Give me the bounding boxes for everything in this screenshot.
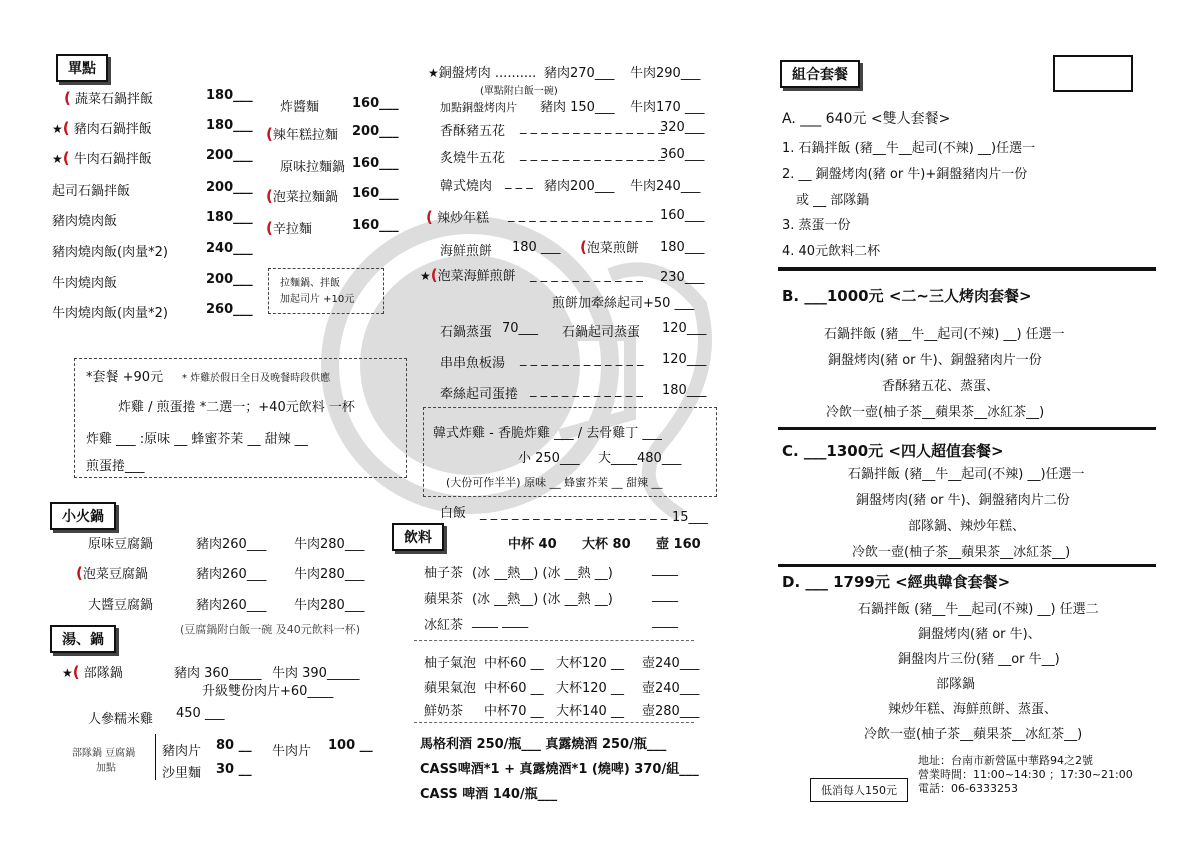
rice-item-price: 180___ bbox=[206, 210, 253, 225]
sparkling-l: 大杯120 __ bbox=[556, 681, 624, 696]
rice-item-row: ★( 牛肉石鍋拌飯 bbox=[52, 149, 152, 167]
tea-pot: ____ bbox=[652, 588, 678, 603]
section-combo: 組合套餐 bbox=[780, 60, 860, 88]
kimchi-seafood-dash: _ _ _ _ _ _ _ _ _ _ _ bbox=[530, 268, 643, 283]
item-beef-belly-price: 360___ bbox=[660, 147, 705, 162]
rice-item-row bbox=[52, 302, 168, 321]
divider-b bbox=[778, 427, 1156, 430]
hotpot-row: (泡菜豆腐鍋 bbox=[76, 564, 148, 582]
combo-d-l4: 部隊鍋 bbox=[936, 677, 976, 692]
extra-pork: 豬肉 150___ bbox=[540, 100, 615, 115]
sparkling-name: 蘋果氣泡 bbox=[424, 681, 477, 696]
omelet: 牽絲起司蛋捲 bbox=[440, 387, 519, 402]
combo-a-l5: 4. 40元飲料二杯 bbox=[782, 244, 881, 259]
min-charge: 低消每人150元 bbox=[810, 778, 908, 802]
combo-d-l6: 冷飲一壺(柚子茶__蘋果茶__冰紅茶__) bbox=[864, 727, 1083, 742]
tea-name: 冰紅茶 bbox=[424, 618, 464, 633]
combo-b-head: B. ___1000元 <二~三人烤肉套餐> bbox=[782, 287, 1032, 305]
hotpot-beef: 牛肉280___ bbox=[294, 567, 365, 582]
hotpot-name: 泡菜豆腐鍋 bbox=[82, 567, 148, 582]
item-korean-bbq-beef: 牛肉240___ bbox=[630, 179, 701, 194]
rice-dash: _ _ _ _ _ _ _ _ _ _ _ _ _ _ _ _ _ _ bbox=[480, 506, 668, 521]
fishcake: 串串魚板湯 bbox=[440, 356, 506, 371]
combo-c-l1: 石鍋拌飯 (豬__牛__起司(不辣) __)任選一 bbox=[848, 467, 1085, 482]
rice-item-name: 起司石鍋拌飯 bbox=[52, 184, 131, 199]
combo-c-l4: 冷飲一壺(柚子茶__蘋果茶__冰紅茶__) bbox=[852, 545, 1071, 560]
combo-d-l2: 銅盤烤肉(豬 or 牛)、 bbox=[918, 627, 1041, 642]
egg-price: 70___ bbox=[502, 321, 539, 336]
sparkling-l: 大杯140 __ bbox=[556, 704, 624, 719]
rice-item-name: 豬肉燒肉飯 bbox=[52, 214, 118, 229]
tea-pot: ____ bbox=[652, 614, 678, 629]
rice-item-name: 豬肉石鍋拌飯 bbox=[73, 122, 152, 137]
kimchi-seafood-row: ★(泡菜海鮮煎餅 bbox=[420, 266, 516, 284]
item-beef-belly: 炙燒牛五花 bbox=[440, 151, 506, 166]
section-drinks: 飲料 bbox=[392, 523, 444, 551]
egg: 石鍋蒸蛋 bbox=[440, 325, 493, 340]
addon-ap: 80 __ bbox=[216, 738, 252, 753]
combo-a-head: A. ___ 640元 <雙人套餐> bbox=[782, 111, 951, 127]
rice-item-name: 豬肉燒肉飯(肉量*2) bbox=[52, 245, 168, 260]
rice-item-price: 200___ bbox=[206, 180, 253, 195]
seafood-pancake: 海鮮煎餅 bbox=[440, 244, 493, 259]
cheese-egg-price: 120___ bbox=[662, 321, 707, 336]
combo-b-l3: 香酥豬五花、蒸蛋、 bbox=[882, 379, 1000, 394]
section-single: 單點 bbox=[56, 54, 108, 82]
combo-d-head: D. ___ 1799元 <經典韓食套餐> bbox=[782, 573, 1011, 591]
addon-cp: 30 __ bbox=[216, 762, 252, 777]
ginseng-price: 450 ___ bbox=[176, 706, 225, 721]
ginseng-name: 人參糯米雞 bbox=[88, 712, 154, 727]
item-beef-belly-dash: _ _ _ _ _ _ _ _ _ _ _ _ _ _ bbox=[520, 147, 665, 162]
sparkling-pot: 壺240___ bbox=[642, 656, 700, 671]
extra-beef: 牛肉170 ___ bbox=[630, 100, 705, 115]
extra-name: 加點銅盤烤肉片 bbox=[440, 101, 517, 114]
item-korean-bbq: 韓式燒肉 bbox=[440, 179, 493, 194]
noodle-item-price: 160___ bbox=[352, 186, 399, 201]
sparkling-name: 柚子氣泡 bbox=[424, 656, 477, 671]
hotpot-pork: 豬肉260___ bbox=[196, 598, 267, 613]
addon-divider bbox=[155, 734, 156, 780]
bbq-pork: 豬肉270___ bbox=[544, 66, 615, 81]
set-line1: 炸雞 / 煎蛋捲 *二選一；+40元飲料 一杯 bbox=[118, 400, 355, 415]
set-line2: 炸雞 ___ :原味 __ 蜂蜜芥茉 __ 甜辣 __ bbox=[86, 432, 308, 447]
bbq-row: ★銅盤烤肉 .......... bbox=[428, 66, 537, 81]
cheese-note-2: 加起司片 +10元 bbox=[280, 294, 355, 305]
chicken-small: 小 250___ bbox=[518, 451, 580, 466]
combo-a-l3: 或 __ 部隊鍋 bbox=[796, 193, 870, 208]
item-rice-cake-dash: _ _ _ _ _ _ _ _ _ _ _ _ _ _ bbox=[508, 208, 653, 223]
sparkling-name: 鮮奶茶 bbox=[424, 704, 464, 719]
army-row: ★( 部隊鍋 bbox=[62, 663, 123, 681]
omelet-price: 180___ bbox=[662, 383, 707, 398]
tea-choice: (冰 __熱__) (冰 __熱 __) bbox=[472, 566, 613, 581]
rice-item-name: 牛肉燒肉飯 bbox=[52, 276, 118, 291]
combo-b-l1: 石鍋拌飯 (豬__牛__起司(不辣) __) 任選一 bbox=[824, 327, 1065, 342]
combo-d-l5: 辣炒年糕、海鮮煎餅、蒸蛋、 bbox=[888, 702, 1058, 717]
army-beef: 牛肉 390_____ bbox=[272, 666, 360, 681]
chicken-big: 大____480___ bbox=[598, 451, 682, 466]
hotpot-row bbox=[88, 533, 153, 552]
drink-size-l: 大杯 80 bbox=[582, 537, 631, 552]
sparkling-m: 中杯60 __ bbox=[484, 656, 544, 671]
hotpot-row bbox=[88, 594, 153, 613]
divider-a bbox=[778, 267, 1156, 271]
hotpot-note: (豆腐鍋附白飯一碗 及40元飲料一杯) bbox=[180, 623, 361, 636]
kimchi-seafood-price: 230___ bbox=[660, 270, 705, 285]
rice-item-name: 牛肉燒肉飯(肉量*2) bbox=[52, 306, 168, 321]
combo-d-l1: 石鍋拌飯 (豬__牛__起司(不辣) __) 任選二 bbox=[858, 602, 1099, 617]
address: 地址：台南市新營區中華路94之2號 bbox=[918, 754, 1093, 767]
tea-choice: (冰 __熱__) (冰 __熱 __) bbox=[472, 592, 613, 607]
rice: 白飯 bbox=[440, 506, 467, 521]
noodle-item-price: 160___ bbox=[352, 156, 399, 171]
tea-name: 柚子茶 bbox=[424, 566, 464, 581]
combo-a-l4: 3. 蒸蛋一份 bbox=[782, 218, 851, 233]
item-korean-bbq-pork: 豬肉200___ bbox=[544, 179, 615, 194]
addon-label-2: 加點 bbox=[96, 763, 116, 774]
combo-a-l1: 1. 石鍋拌飯 (豬__牛__起司(不辣) __)任選一 bbox=[782, 141, 1036, 156]
bbq-beef: 牛肉290___ bbox=[630, 66, 701, 81]
hotpot-beef: 牛肉280___ bbox=[294, 537, 365, 552]
cheese-note-1: 拉麵鍋、拌飯 bbox=[280, 278, 340, 289]
hotpot-beef: 牛肉280___ bbox=[294, 598, 365, 613]
set-line3: 煎蛋捲___ bbox=[86, 459, 145, 474]
item-rice-cake-price: 160___ bbox=[660, 208, 705, 223]
rice-item-row bbox=[52, 180, 130, 199]
sparkling-pot: 壺240___ bbox=[642, 681, 700, 696]
set-note: * 炸雞於假日全日及晚餐時段供應 bbox=[182, 373, 331, 384]
noodle-item-price: 160___ bbox=[352, 218, 399, 233]
noodle-item-price: 200___ bbox=[352, 124, 399, 139]
set-title: *套餐 +90元 bbox=[86, 370, 164, 385]
addon-a: 豬肉片 bbox=[162, 744, 202, 759]
rice-item-price: 180___ bbox=[206, 88, 253, 103]
rice-item-name: 蔬菜石鍋拌飯 bbox=[75, 92, 154, 107]
tea-choice: ____ ____ bbox=[472, 614, 529, 629]
drinks-divider-2 bbox=[414, 722, 694, 723]
noodle-item-name: 辛拉麵 bbox=[272, 222, 312, 237]
fishcake-price: 120___ bbox=[662, 352, 707, 367]
cheese-egg: 石鍋起司蒸蛋 bbox=[562, 325, 641, 340]
bbq-dots: .......... bbox=[494, 66, 537, 81]
rice-price: 15___ bbox=[672, 510, 709, 525]
phone: 電話：06-6333253 bbox=[918, 782, 1018, 795]
combo-c-head: C. ___1300元 <四人超值套餐> bbox=[782, 442, 1004, 460]
rice-item-row: ( 蔬菜石鍋拌飯 bbox=[64, 89, 154, 107]
drink-size-m: 中杯 40 bbox=[508, 537, 557, 552]
rice-item-price: 260___ bbox=[206, 302, 253, 317]
table-number-box bbox=[1053, 55, 1133, 92]
chicken-line1: 韓式炸雞 - 香脆炸雞 ___ / 去骨雞丁 ___ bbox=[433, 426, 662, 441]
item-pork-belly-price: 320___ bbox=[660, 120, 705, 135]
drinks-divider-1 bbox=[414, 640, 694, 641]
hotpot-name: 原味豆腐鍋 bbox=[88, 537, 154, 552]
kimchi-seafood: 泡菜海鮮煎餅 bbox=[437, 269, 516, 284]
noodle-item-row: (辣年糕拉麵 bbox=[266, 125, 338, 143]
kimchi-pancake: 泡菜煎餅 bbox=[586, 241, 639, 256]
item-rice-cake: 辣炒年糕 bbox=[437, 211, 490, 226]
drink-size-pot: 壺 160 bbox=[656, 537, 701, 552]
kimchi-pancake-row: (泡菜煎餅 bbox=[580, 238, 639, 256]
addon-c: 沙里麵 bbox=[162, 766, 202, 781]
alcohol-2: CASS啤酒*1 + 真露燒酒*1 (燒啤) 370/組___ bbox=[420, 762, 699, 777]
divider-c bbox=[778, 564, 1156, 567]
addon-b: 牛肉片 bbox=[272, 744, 312, 759]
noodle-item-row: (辛拉麵 bbox=[266, 219, 312, 237]
rice-item-price: 180___ bbox=[206, 118, 253, 133]
noodle-item-name: 辣年糕拉麵 bbox=[272, 128, 338, 143]
rice-item-price: 200___ bbox=[206, 148, 253, 163]
tea-pot: ____ bbox=[652, 562, 678, 577]
rice-item-name: 牛肉石鍋拌飯 bbox=[73, 152, 152, 167]
item-pork-belly-dash: _ _ _ _ _ _ _ _ _ _ _ _ _ _ bbox=[520, 120, 665, 135]
sparkling-m: 中杯70 __ bbox=[484, 704, 544, 719]
noodle-item-name: 原味拉麵鍋 bbox=[280, 160, 346, 175]
section-soup: 湯、鍋 bbox=[50, 625, 116, 653]
item-pork-belly: 香酥豬五花 bbox=[440, 124, 506, 139]
pancake-note: 煎餅加牽絲起司+50 ___ bbox=[552, 296, 695, 311]
noodle-item-price: 160___ bbox=[352, 96, 399, 111]
noodle-item-row bbox=[280, 156, 345, 175]
rice-item-row bbox=[52, 210, 117, 229]
bbq-note: (單點附白飯一碗) bbox=[480, 86, 558, 97]
rice-item-price: 200___ bbox=[206, 272, 253, 287]
tea-name: 蘋果茶 bbox=[424, 592, 464, 607]
hotpot-pork: 豬肉260___ bbox=[196, 537, 267, 552]
combo-d-l3: 銅盤肉片三份(豬 __or 牛__) bbox=[898, 652, 1060, 667]
noodle-item-row: (泡菜拉麵鍋 bbox=[266, 187, 338, 205]
addon-label-1: 部隊鍋 豆腐鍋 bbox=[72, 748, 136, 759]
army-upgrade: 升級雙份肉片+60____ bbox=[202, 684, 334, 699]
combo-b-l4: 冷飲一壺(柚子茶__蘋果茶__冰紅茶__) bbox=[826, 405, 1045, 420]
hotpot-pork: 豬肉260___ bbox=[196, 567, 267, 582]
hotpot-name: 大醬豆腐鍋 bbox=[88, 598, 154, 613]
seafood-pancake-price: 180 ___ bbox=[512, 240, 561, 255]
omelet-dash: _ _ _ _ _ _ _ _ _ _ _ bbox=[530, 383, 643, 398]
addon-bp: 100 __ bbox=[328, 738, 373, 753]
alcohol-3: CASS 啤酒 140/瓶___ bbox=[420, 787, 558, 802]
chicken-line3: (大份可作半半) 原味 __ 蜂蜜芥茉 __ 甜辣 __ bbox=[446, 476, 663, 489]
item-rice-cake-row: ( 辣炒年糕 bbox=[426, 208, 490, 226]
rice-item-price: 240___ bbox=[206, 241, 253, 256]
rice-item-row bbox=[52, 241, 168, 260]
combo-b-l2: 銅盤烤肉(豬 or 牛)、銅盤豬肉片一份 bbox=[828, 353, 1042, 368]
sparkling-pot: 壺280___ bbox=[642, 704, 700, 719]
army-pork: 豬肉 360_____ bbox=[174, 666, 262, 681]
noodle-item-row bbox=[280, 96, 319, 115]
sparkling-l: 大杯120 __ bbox=[556, 656, 624, 671]
noodle-item-name: 炸醬麵 bbox=[280, 100, 320, 115]
alcohol-1: 馬格利酒 250/瓶___ 真露燒酒 250/瓶___ bbox=[420, 737, 667, 752]
item-korean-bbq-dash: _ _ _ bbox=[505, 175, 533, 190]
bbq-name: 銅盤烤肉 bbox=[438, 66, 491, 81]
fishcake-dash: _ _ _ _ _ _ _ _ _ _ _ _ bbox=[520, 352, 644, 367]
section-hotpot: 小火鍋 bbox=[50, 502, 116, 530]
kimchi-pancake-price: 180___ bbox=[660, 240, 705, 255]
rice-item-row bbox=[52, 272, 117, 291]
rice-item-row: ★( 豬肉石鍋拌飯 bbox=[52, 119, 152, 137]
hours: 營業時間：11:00~14:30 ；17:30~21:00 bbox=[918, 768, 1133, 781]
combo-a-l2: 2. __ 銅盤烤肉(豬 or 牛)+銅盤豬肉片一份 bbox=[782, 167, 1028, 182]
noodle-item-name: 泡菜拉麵鍋 bbox=[272, 190, 338, 205]
combo-c-l3: 部隊鍋、辣炒年糕、 bbox=[908, 519, 1026, 534]
combo-c-l2: 銅盤烤肉(豬 or 牛)、銅盤豬肉片二份 bbox=[856, 493, 1070, 508]
sparkling-m: 中杯60 __ bbox=[484, 681, 544, 696]
army-name: 部隊鍋 bbox=[83, 666, 123, 681]
